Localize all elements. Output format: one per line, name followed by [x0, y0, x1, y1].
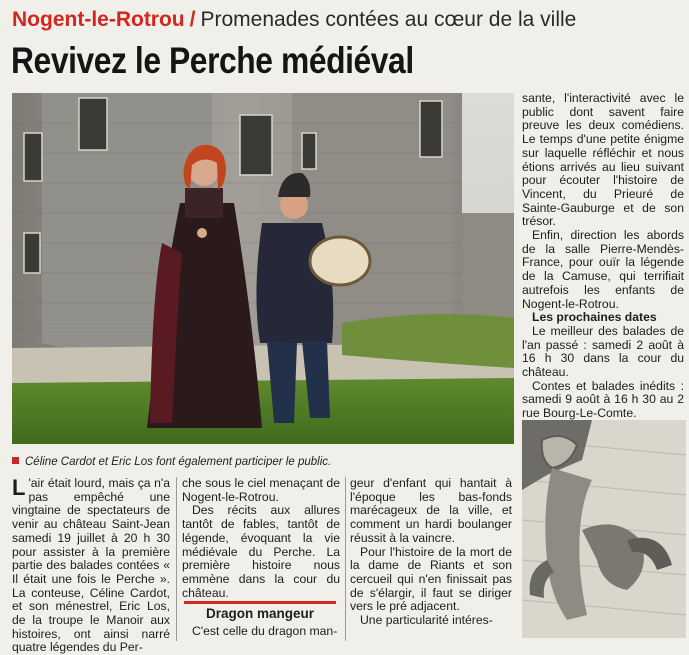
- column-a: [12, 475, 170, 655]
- column-b-paragraph: Des récits aux allures tantôt de fables, tantôt de légende, évoquant la vie médiévale du Perche. La première histoire nous emmène dans la cour du château.: [182, 503, 340, 600]
- article-headline: Revivez le Perche médiéval: [11, 40, 414, 81]
- subheading-dragon: Dragon mangeur: [184, 601, 336, 621]
- column-b-continued: [182, 625, 340, 643]
- column-b-paragraph: C'est celle du dragon man-: [192, 624, 338, 638]
- right-column: [522, 91, 684, 421]
- column-b: [182, 477, 340, 602]
- kicker-theme: Promenades contées au cœur de la ville: [200, 8, 577, 31]
- stone-dragon-photo: [522, 420, 686, 638]
- photo-caption: [12, 454, 517, 470]
- right-column-paragraph: sante, l'interactivité avec le public dont savent faire preuve les deux comédiens. Le temps d'une petite énigme sur laquelle réfléchir et nous étions arrivés au lieu suivant pour écouter l'histoire de Vincent, du Prieuré de Sainte-Gauburge et de son trésor.: [522, 91, 684, 229]
- column-c: [350, 477, 512, 642]
- kicker-separator: /: [189, 8, 196, 31]
- column-divider: [345, 477, 346, 641]
- dates-subheading: Les prochaines dates: [532, 310, 657, 325]
- column-b-paragraph: che sous le ciel menaçant de Nogent-le-Rotrou.: [182, 476, 340, 504]
- column-c-paragraph: Pour l'histoire de la mort de la dame de Riants et son cercueil qui n'en finissait pas de s'élargir, il faut se diriger vers le pré adjacent.: [350, 544, 512, 614]
- column-divider: [176, 477, 177, 641]
- castle-performers-photo: [12, 93, 514, 444]
- right-column-paragraph: Le meilleur des balades de l'an passé : samedi 2 août à 16 h 30 dans la cour du château.: [522, 323, 684, 380]
- column-c-paragraph: Une particularité intéres-: [360, 613, 493, 628]
- column-c-paragraph: geur d'enfant qui hantait à l'époque les bas-fonds marécageux de la ville, et comment un hardi boulanger réussit à la vaincre.: [350, 476, 512, 545]
- caption-marker-icon: [12, 457, 19, 464]
- kicker-city: Nogent-le-Rotrou: [12, 8, 185, 31]
- caption-text: Céline Cardot et Eric Los font également participer le public.: [25, 456, 332, 468]
- section-kicker: [12, 6, 672, 34]
- right-column-paragraph: Enfin, direction les abords de la salle Pierre-Mendès-France, pour ouïr la légende de la Camuse, qui terrifiait autrefois les enfants de Nogent-le-Rotrou.: [522, 228, 684, 311]
- right-column-paragraph: Contes et balades inédits : samedi 9 août à 16 h 30 au 2 rue Bourg-Le-Comte.: [522, 378, 684, 421]
- column-a-paragraph: L 'air était lourd, mais ça n'a pas empêché une vingtaine de spectateurs de venir au château Saint-Jean samedi 19 juillet à 20 h 30 pour assister à la première partie des balades contées « Il était une fois le Perche ». La conteuse, Céline Cardot, et son ménestrel, Eric Los, de la troupe le Manoir aux histoires, ont ainsi narré quatre légendes du Per-: [12, 475, 170, 655]
- drop-cap: L: [12, 475, 26, 500]
